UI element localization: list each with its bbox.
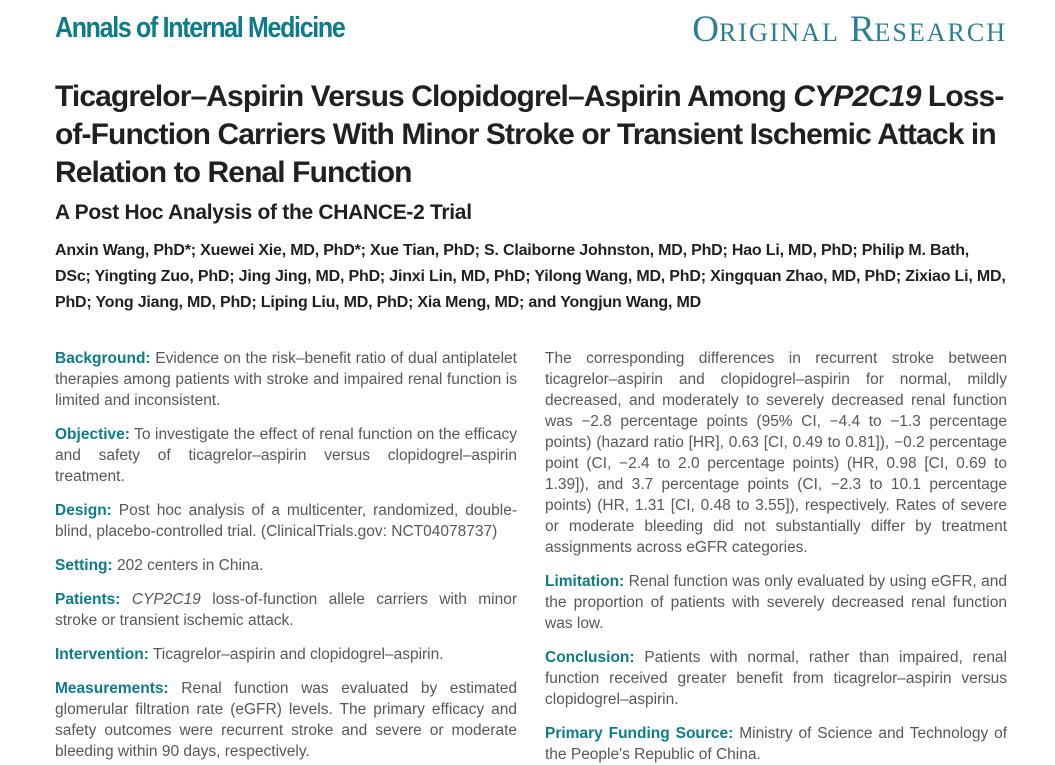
abstract-paragraph-setting: [55, 555, 517, 576]
section-label-background: Background:: [55, 350, 151, 367]
section-label-funding: Primary Funding Source:: [545, 725, 734, 742]
section-label-objective: Objective:: [55, 426, 130, 443]
abstract-right-column: [545, 348, 1007, 765]
abstract-left-column: [55, 348, 517, 765]
abstract-paragraph-limitation: [545, 571, 1007, 634]
section-text: Ticagrelor–aspirin and clopidogrel–aspirin.: [152, 646, 444, 663]
abstract-paragraph-background: [55, 348, 517, 411]
section-label-design: Design:: [55, 502, 112, 519]
abstract: [55, 348, 1007, 765]
section-label-setting: Setting:: [55, 557, 113, 574]
section-text: The corresponding differences in recurrent stroke between ticagrelor–aspirin and clopidogrel–aspirin for normal, mildly decreased, and moderately to severely decreased renal function was −2.8 percentage points (95% CI, −4.4 to −1.3 percentage points) (hazard ratio [HR], 0.63 [CI, 0.49 to 0.81]), −0.2 percentage point (CI, −2.4 to 2.0 percentage points) (HR, 0.98 [CI, 0.69 to 1.39]), and 3.7 percentage points (CI, −2.3 to 10.1 percentage points) (HR, 1.31 [CI, 0.48 to 3.55]), respectively. Rates of severe or moderate bleeding did not substantially differ by treatment assignments across eGFR categories.: [545, 350, 1007, 556]
abstract-paragraph-objective: [55, 424, 517, 487]
gene-name-italic: CYP2C19: [131, 591, 201, 608]
section-text: Ministry of Science and Technology of the People's Republic of China.: [545, 725, 1008, 763]
gene-name-italic: CYP2C19: [793, 80, 921, 113]
article-type-initial: R: [849, 9, 875, 50]
abstract-paragraph-design: [55, 500, 517, 542]
abstract-paragraph-measurements: [55, 678, 517, 762]
paper-title-text: Loss-of-Function Carriers With Minor Stroke or Transient Ischemic Attack in Relation to Renal Function: [55, 80, 1004, 189]
paper-subtitle: A Post Hoc Analysis of the CHANCE-2 Trial: [55, 201, 472, 224]
paper-title: [55, 78, 1007, 192]
page-header: [55, 10, 1007, 56]
section-text: loss-of-function allele carriers with minor stroke or transient ischemic attack.: [55, 591, 517, 629]
section-label-conclusion: Conclusion:: [545, 649, 635, 666]
section-text: Post hoc analysis of a multicenter, randomized, double-blind, placebo-controlled trial. (ClinicalTrials.gov: NCT04078737): [55, 502, 517, 540]
section-text: Evidence on the risk–benefit ratio of dual antiplatelet therapies among patients with stroke and impaired renal function is limited and inconsistent.: [55, 350, 517, 409]
article-type-rest: RIGINAL: [718, 18, 840, 47]
authors-list: Anxin Wang, PhD*; Xuewei Xie, MD, PhD*; Xue Tian, PhD; S. Claiborne Johnston, MD, PhD; Hao Li, MD, PhD; Philip M. Bath, DSc; Yingting Zuo, PhD; Jing Jing, MD, PhD; Jinxi Lin, MD, PhD; Yilong Wang, MD, PhD; Xingquan Zhao, MD, PhD; Zixiao Li, MD, PhD; Yong Jiang, MD, PhD; Liping Liu, MD, PhD; Xia Meng, MD; and Yongjun Wang, MD: [55, 242, 1006, 311]
journal-name: Annals of Internal Medicine: [55, 12, 345, 44]
article-type-initial: O: [692, 9, 719, 50]
paper-title-text: Ticagrelor–Aspirin Versus Clopidogrel–Aspirin Among: [55, 80, 794, 113]
section-label-limitation: Limitation:: [545, 573, 625, 590]
abstract-paragraph-results-continued: [545, 348, 1007, 558]
section-text: To investigate the effect of renal function on the efficacy and safety of ticagrelor–aspirin versus clopidogrel–aspirin treatment.: [55, 426, 517, 485]
abstract-paragraph-conclusion: [545, 647, 1007, 710]
article-type-rest: ESEARCH: [874, 18, 1007, 47]
section-text: Renal function was only evaluated by using eGFR, and the proportion of patients with severely decreased renal function was low.: [545, 573, 1008, 632]
section-text: Renal function was evaluated by estimated glomerular filtration rate (eGFR) levels. The primary efficacy and safety outcomes were recurrent stroke and severe or moderate bleeding within 90 days, respectively.: [55, 680, 517, 760]
section-text: Patients with normal, rather than impaired, renal function received greater benefit from ticagrelor–aspirin versus clopidogrel–aspirin.: [545, 649, 1007, 708]
article-type-label: [692, 10, 1007, 57]
abstract-paragraph-funding: [545, 723, 1007, 765]
section-text: 202 centers in China.: [117, 557, 264, 574]
section-label-measurements: Measurements:: [55, 680, 169, 697]
abstract-paragraph-intervention: [55, 644, 517, 665]
abstract-paragraph-patients: [55, 589, 517, 631]
section-label-intervention: Intervention:: [55, 646, 149, 663]
section-label-patients: Patients:: [55, 591, 121, 608]
